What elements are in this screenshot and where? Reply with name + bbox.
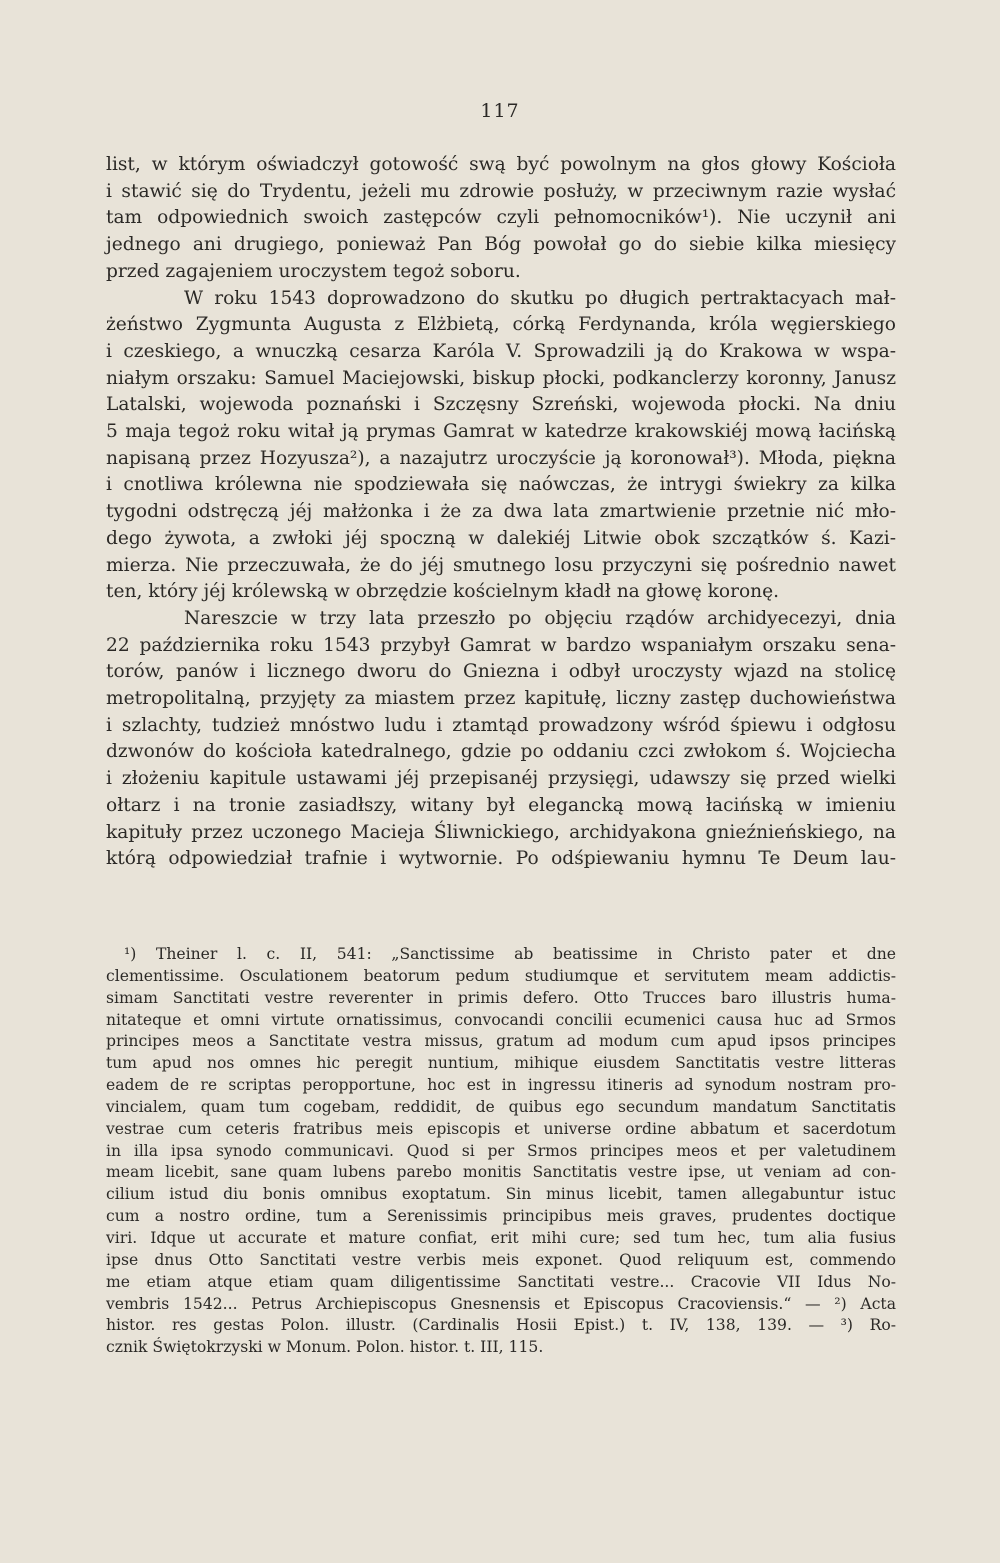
footnote-line: nitateque et omni virtute ornatissimus, convocandi concilii ecumenici causa huc ad Srmos <box>106 1010 896 1029</box>
footnote-line: eadem de re scriptas peropportune, hoc est in ingressu itineris ad synodum nostram pro- <box>106 1076 896 1095</box>
main-text-line: jednego ani drugiego, ponieważ Pan Bóg powołał go do siebie kilka miesięcy <box>106 234 896 256</box>
footnote-line: vestrae cum ceteris fratribus meis episcopis et universe ordine abbatum et sacerdotum <box>106 1119 896 1138</box>
footnote-line: tum apud nos omnes hic peregit nuntium, mihique eiusdem Sanctitatis vestre litteras <box>106 1054 896 1073</box>
main-text-line: i stawić się do Trydentu, jeżeli mu zdrowie posłuży, w przeciwnym razie wysłać <box>106 180 896 202</box>
footnote-line: histor. res gestas Polon. illustr. (Cardinalis Hosii Epist.) t. IV, 138, 139. — ³) Ro- <box>106 1316 896 1335</box>
main-text-line: i czeskiego, a wnuczką cesarza Karóla V. Sprowadzili ją do Krakowa w wspa- <box>106 340 896 362</box>
main-text-line: 22 października roku 1543 przybył Gamrat w bardzo wspaniałym orszaku sena- <box>106 634 896 656</box>
footnote-line: cznik Świętokrzyski w Monum. Polon. histor. t. III, 115. <box>106 1338 544 1357</box>
main-text-line: dzwonów do kościoła katedralnego, gdzie po oddaniu czci zwłokom ś. Wojciecha <box>106 741 896 763</box>
footnotes <box>106 944 896 1359</box>
main-text-line: metropolitalną, przyjęty za miastem przez kapitułę, liczny zastęp duchowieństwa <box>106 688 896 710</box>
footnote-line: vincialem, quam tum cogebam, reddidit, de quibus ego secundum mandatum Sanctitatis <box>106 1097 896 1116</box>
main-text-line: i złożeniu kapitule ustawami jéj przepisanéj przysięgi, udawszy się przed wielki <box>106 768 896 790</box>
main-text-line: Latalski, wojewoda poznański i Szczęsny Szreński, wojewoda płocki. Na dniu <box>106 394 896 416</box>
footnote-line: viri. Idque ut accurate et mature confiat, erit mihi cure; sed tum hec, tum alia fusius <box>106 1228 896 1247</box>
footnote-line: simam Sanctitati vestre reverenter in primis defero. Otto Trucces baro illustris huma- <box>106 988 896 1007</box>
main-text-line: Nareszcie w trzy lata przeszło po objęciu rządów archidyecezyi, dnia <box>184 607 896 629</box>
main-text-line: W roku 1543 doprowadzono do skutku po długich pertraktacyach mał- <box>184 287 896 309</box>
main-text-line: kapituły przez uczonego Macieja Śliwnickiego, archidyakona gnieźnieńskiego, na <box>106 821 896 843</box>
main-text-line: list, w którym oświadczył gotowość swą być powolnym na głos głowy Kościoła <box>106 154 896 175</box>
page-number: 117 <box>480 100 520 122</box>
main-text-line: tam odpowiednich swoich zastępców czyli pełnomocników¹). Nie uczynił ani <box>106 207 896 229</box>
footnote-line: vembris 1542... Petrus Archiepiscopus Gnesnensis et Episcopus Cracoviensis.“ — ²) Acta <box>106 1294 896 1313</box>
footnote-line: cum a nostro ordine, tum a Serenissimis principibus meis graves, prudentes doctique <box>106 1207 896 1226</box>
main-text-line: tygodni odstręczą jéj małżonka i że za dwa lata zmartwienie przetnie nić mło- <box>106 501 896 523</box>
footnote-line: ipse dnus Otto Sanctitati vestre verbis meis exponet. Quod reliquum est, commendo <box>106 1250 896 1269</box>
main-text-line: 5 maja tegoż roku witał ją prymas Gamrat w katedrze krakowskiéj mową łacińską <box>106 421 896 443</box>
main-text-line: przed zagajeniem uroczystem tegoż soboru. <box>106 260 521 282</box>
footnote-line: ¹) Theiner l. c. II, 541: „Sanctissime ab beatissime in Christo pater et dne <box>124 945 896 963</box>
footnote-line: meam licebit, sane quam lubens parebo monitis Sanctitatis vestre ipse, ut veniam ad con- <box>106 1163 896 1182</box>
main-text-line: dego żywota, a zwłoki jéj spoczną w dalekiéj Litwie obok szczątków ś. Kazi- <box>106 527 896 549</box>
main-text-line: ten, który jéj królewską w obrzędzie kościelnym kładł na głowę koronę. <box>106 581 780 603</box>
main-text-line: i szlachty, tudzież mnóstwo ludu i ztamtąd prowadzony wśród śpiewu i odgłosu <box>106 714 896 736</box>
main-text-line: żeństwo Zygmunta Augusta z Elżbietą, córką Ferdynanda, króla węgierskiego <box>106 314 896 336</box>
footnote-line: me etiam atque etiam quam diligentissime Sanctitati vestre... Cracovie VII Idus No- <box>106 1272 896 1291</box>
footnote-line: clementissime. Osculationem beatorum pedum studiumque et servitutem meam addictis- <box>106 966 896 985</box>
main-text-line: mierza. Nie przeczuwała, że do jéj smutnego losu przyczyni się pośrednio nawet <box>106 554 896 576</box>
footnote-line: in illa ipsa synodo communicavi. Quod si per Srmos principes meos et per valetudinem <box>106 1141 896 1160</box>
footnote-line: cilium istud diu bonis omnibus exoptatum. Sin minus licebit, tamen allegabuntur istuc <box>106 1185 896 1204</box>
main-text-line: napisaną przez Hozyusza²), a nazajutrz uroczyście ją koronował³). Młoda, piękna <box>106 447 896 469</box>
main-text-line: niałym orszaku: Samuel Maciejowski, biskup płocki, podkanclerzy koronny, Janusz <box>106 367 896 389</box>
main-text <box>106 152 896 873</box>
main-text-line: którą odpowiedział trafnie i wytwornie. Po odśpiewaniu hymnu Te Deum lau- <box>106 848 896 870</box>
main-text-line: i cnotliwa królewna nie spodziewała się naówczas, że intrygi świekry za kilka <box>106 474 896 496</box>
main-text-line: ołtarz i na tronie zasiadłszy, witany był elegancką mową łacińską w imieniu <box>106 794 896 816</box>
footnote-line: principes meos a Sanctitate vestra missus, gratum ad modum cum apud ipsos principes <box>106 1032 896 1051</box>
main-text-line: torów, panów i licznego dworu do Gniezna i odbył uroczysty wjazd na stolicę <box>106 661 896 683</box>
